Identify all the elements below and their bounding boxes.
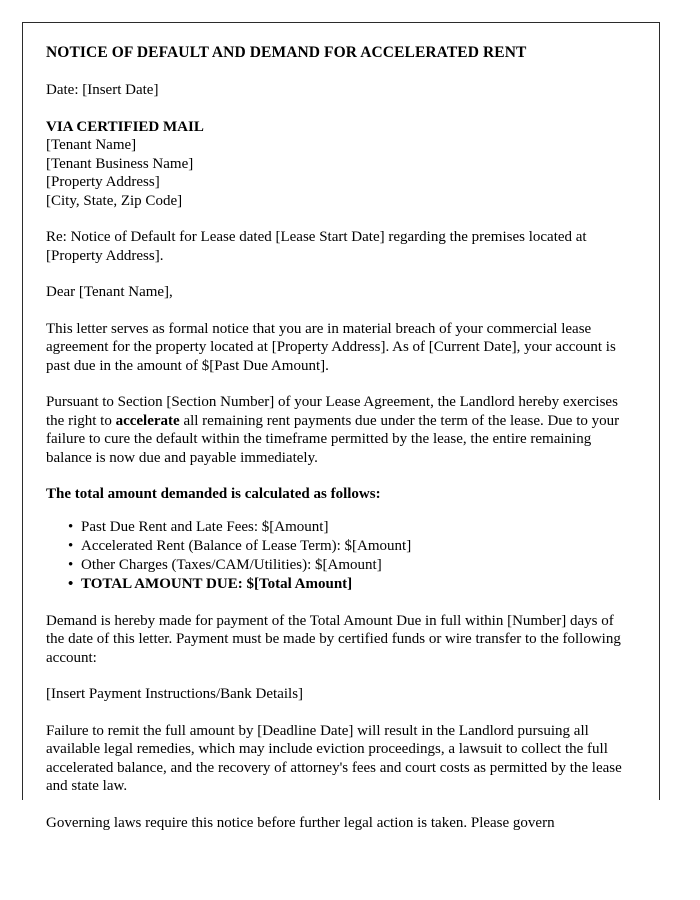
- calculation-heading: The total amount demanded is calculated as follows:: [46, 486, 381, 502]
- document-title: NOTICE OF DEFAULT AND DEMAND FOR ACCELERATED RENT: [46, 44, 527, 61]
- recipient-name: [Tenant Name]: [46, 137, 137, 153]
- recipient-property-address: [Property Address]: [46, 174, 160, 190]
- list-item-total: [46, 575, 631, 594]
- list-item: [46, 518, 631, 537]
- paragraph-failure-to-remit: Failure to remit the full amount by [Deadline Date] will result in the Landlord pursuing all available legal remedies, which may include eviction proceedings, a lawsuit to collect the full accelerated balance, and the recovery of attorney's fees and court costs as permitted by the lease and state law.: [46, 722, 622, 794]
- list-item: [46, 556, 631, 575]
- delivery-method-heading: VIA CERTIFIED MAIL: [46, 118, 204, 135]
- calculation-item-total-label: TOTAL AMOUNT DUE: $[Total Amount]: [81, 575, 353, 592]
- paragraph-demand: Demand is hereby made for payment of the Total Amount Due in full within [Number] days of the date of this letter. Payment must be made by certified funds or wire transfer to the following account:: [46, 612, 621, 666]
- document-body: [23, 23, 659, 832]
- calculation-item-label: Past Due Rent and Late Fees: $[Amount]: [81, 518, 329, 535]
- acceleration-text-after: all remaining rent payments due under the term of the lease. Due to your failure to cure the default within the timeframe permitted by the lease, the entire remaining balance is now due and payable immediately.: [46, 412, 620, 466]
- reference-line: Re: Notice of Default for Lease dated [Lease Start Date] regarding the premises located at [Property Address].: [46, 229, 587, 264]
- recipient-business-name: [Tenant Business Name]: [46, 155, 194, 172]
- acceleration-emphasis: accelerate: [115, 412, 180, 429]
- paragraph-material-breach: This letter serves as formal notice that you are in material breach of your commercial lease agreement for the property located at [Property Address]. As of [Current Date], your account is past due in the amount of $[Past Due Amount].: [46, 320, 616, 374]
- calculation-item-label: Accelerated Rent (Balance of Lease Term): $[Amount]: [81, 537, 412, 554]
- recipient-address-block: [46, 118, 631, 211]
- date-line: Date: [Insert Date]: [46, 82, 159, 98]
- paragraph-acceleration: [46, 393, 631, 467]
- document-page: [22, 22, 660, 831]
- payment-instructions-placeholder: [Insert Payment Instructions/Bank Details]: [46, 686, 304, 702]
- recipient-city-state-zip: [City, State, Zip Code]: [46, 192, 183, 209]
- calculation-list: [46, 518, 631, 594]
- calculation-item-label: Other Charges (Taxes/CAM/Utilities): $[Amount]: [81, 556, 382, 573]
- salutation: Dear [Tenant Name],: [46, 284, 173, 300]
- acceleration-text-before: Pursuant to Section [Section Number] of your Lease Agreement, the Landlord hereby exercises the right to: [46, 394, 618, 429]
- list-item: [46, 537, 631, 556]
- paragraph-governing-laws: Governing laws require this notice before further legal action is taken. Please govern: [46, 814, 555, 831]
